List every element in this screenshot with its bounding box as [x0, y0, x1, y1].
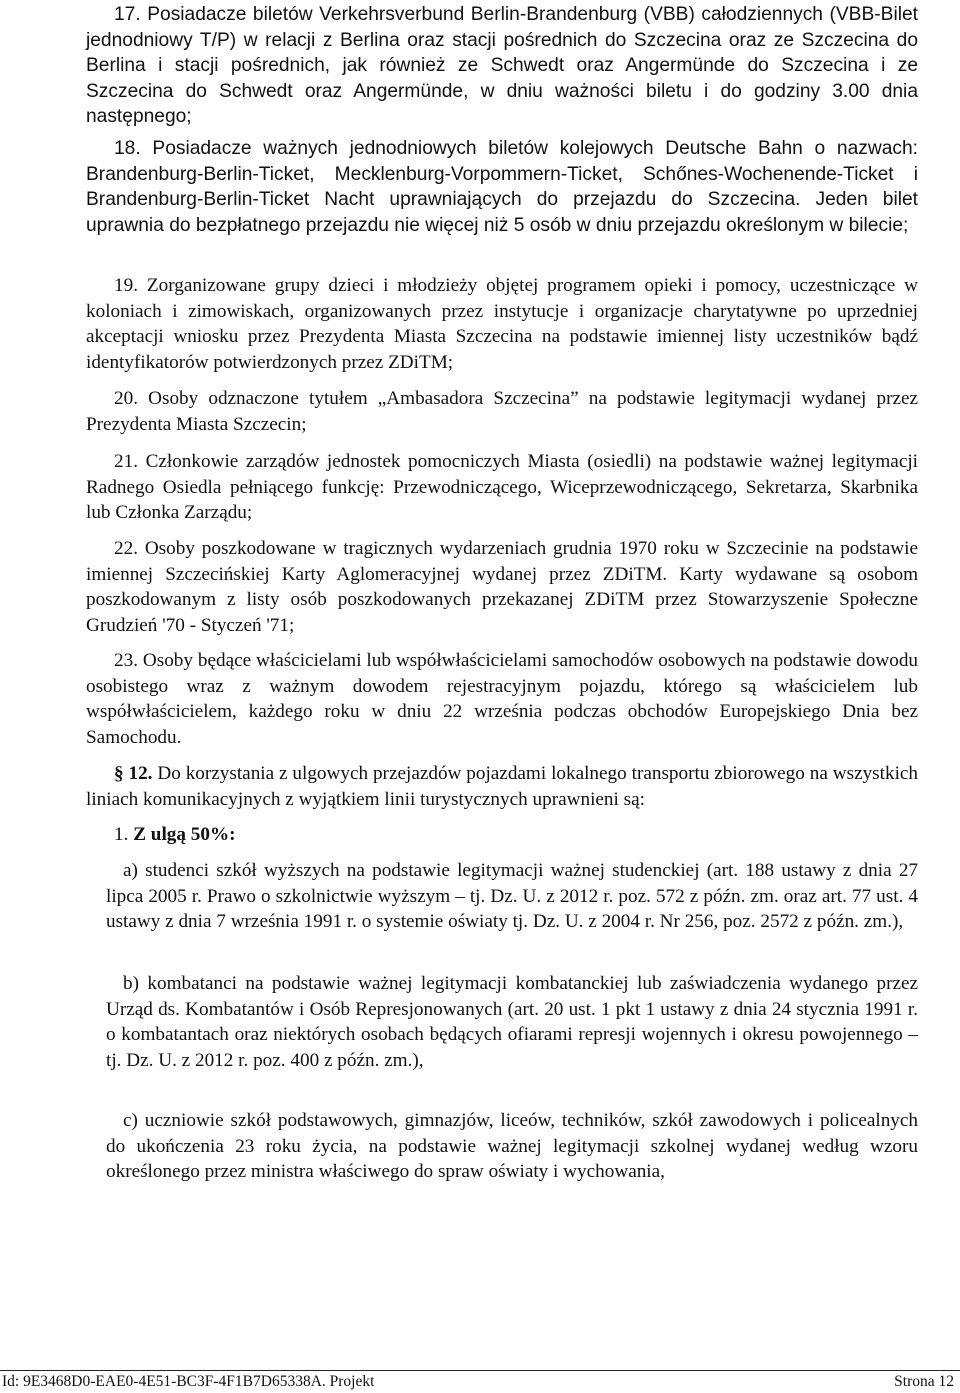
page-footer [0, 1370, 960, 1393]
subsection-1 [114, 822, 914, 848]
item-number: 23. [114, 650, 138, 671]
item-number: 18. [114, 138, 141, 159]
subitem-text: uczniowie szkół podstawowych, gimnazjów, liceów, techników, szkół zawodowych i policealnych do ukończenia 23 roku życia, na podstawie ważnej legitymacji szkolnej wydanej według wzoru określonego przez ministra właściwego do spraw oświaty i wychowania, [106, 1110, 919, 1182]
page-number: Strona 12 [894, 1373, 954, 1390]
section-mark: § 12. [114, 763, 153, 784]
item-text: Osoby poszkodowane w tragicznych wydarzeniach grudnia 1970 roku w Szczecinie na podstawie imiennej Szczecińskiej Karty Aglomeracyjnej wydanej przez ZDiTM. Karty wydawane są osobom poszkodowanym z listy osób poszkodowanych przekazanej ZDiTM przez Stowarzyszenie Społeczne Grudzień '70 - Styczeń '71; [86, 538, 919, 636]
subsection-label: Z ulgą 50%: [133, 824, 236, 845]
item-23 [86, 648, 918, 750]
section-12 [86, 761, 918, 812]
subitem-c [106, 1108, 918, 1185]
item-21 [86, 449, 918, 526]
item-text: Osoby odznaczone tytułem „Ambasadora Szczecina” na podstawie legitymacji wydanej przez Prezydenta Miasta Szczecin; [86, 388, 919, 435]
subitem-text: kombatanci na podstawie ważnej legitymacji kombatanckiej lub zaświadczenia wydanego przez Urząd ds. Kombatantów i Osób Represjonowanych (art. 20 ust. 1 pkt 1 ustawy z dnia 24 stycznia 1991 r. o kombatantach oraz niektórych osobach będących ofiarami represji wojennych i okresu powojennego – tj. Dz. U. z 2012 r. poz. 400 z późn. zm.), [106, 973, 919, 1071]
subitem-letter: a) [123, 860, 138, 881]
item-number: 20. [114, 388, 138, 409]
item-number: 17. [114, 4, 141, 25]
item-text: Posiadacze ważnych jednodniowych biletów kolejowych Deutsche Bahn o nazwach: Brandenburg-Berlin-Ticket, Mecklenburg-Vorpommern-Ticket, Schőnes-Wochenende-Ticket i Brandenburg-Berlin-Ticket Nacht uprawniających do przejazdu do Szczecina. Jeden bilet uprawnia do bezpłatnego przejazdu nie więcej niż 5 osób w dniu przejazdu określonym w bilecie; [86, 138, 918, 236]
subitem-b [106, 971, 918, 1073]
item-number: 22. [114, 538, 138, 559]
item-text: Zorganizowane grupy dzieci i młodzieży objętej programem opieki i pomocy, uczestniczące w koloniach i zimowiskach, organizowanych przez instytucje i organizacje charytatywne po uprzedniej akceptacji wniosku przez Prezydenta Miasta Szczecina na podstawie imiennej listy uczestników bądź identyfikatorów potwierdzonych przez ZDiTM; [86, 275, 919, 373]
item-text: Osoby będące właścicielami lub współwłaścicielami samochodów osobowych na podstawie dowodu osobistego wraz z ważnym dowodem rejestracyjnym pojazdu, którego są właścicielem lub współwłaścicielem, każdego roku w dniu 22 września podczas obchodów Europejskiego Dnia bez Samochodu. [86, 650, 919, 748]
subitem-letter: c) [123, 1110, 138, 1131]
document-id: Id: 9E3468D0-EAE0-4E51-BC3F-4F1B7D65338A. Projekt [2, 1373, 375, 1390]
subitem-letter: b) [123, 973, 139, 994]
item-17 [86, 2, 918, 130]
subsection-number: 1. [114, 824, 129, 845]
item-20 [86, 386, 918, 437]
section-text: Do korzystania z ulgowych przejazdów pojazdami lokalnego transportu zbiorowego na wszystkich liniach komunikacyjnych z wyjątkiem linii turystycznych uprawnieni są: [86, 763, 919, 810]
item-text: Posiadacze biletów Verkehrsverbund Berlin-Brandenburg (VBB) całodziennych (VBB-Bilet jednodniowy T/P) w relacji z Berlina oraz stacji pośrednich do Szczecina oraz ze Szczecina do Berlina i stacji pośrednich, jak również ze Schwedt oraz Angermünde do Szczecina i ze Szczecina do Schwedt oraz Angermünde, w dniu ważności biletu i do godziny 3.00 dnia następnego; [86, 4, 918, 127]
item-number: 21. [114, 451, 138, 472]
item-19 [86, 273, 918, 375]
item-number: 19. [114, 275, 138, 296]
subitem-text: studenci szkół wyższych na podstawie legitymacji ważnej studenckiej (art. 188 ustawy z dnia 27 lipca 2005 r. Prawo o szkolnictwie wyższym – tj. Dz. U. z 2012 r. poz. 572 z późn. zm. oraz art. 77 ust. 4 ustawy z dnia 7 września 1991 r. o systemie oświaty tj. Dz. U. z 2004 r. Nr 256, poz. 2572 z późn. zm.), [106, 860, 919, 932]
item-22 [86, 536, 918, 638]
item-18 [86, 136, 918, 238]
item-text: Członkowie zarządów jednostek pomocniczych Miasta (osiedli) na podstawie ważnej legitymacji Radnego Osiedla pełniącego funkcję: Przewodniczącego, Wiceprzewodniczącego, Sekretarza, Skarbnika lub Członka Zarządu; [86, 451, 919, 523]
subitem-a [106, 858, 918, 935]
